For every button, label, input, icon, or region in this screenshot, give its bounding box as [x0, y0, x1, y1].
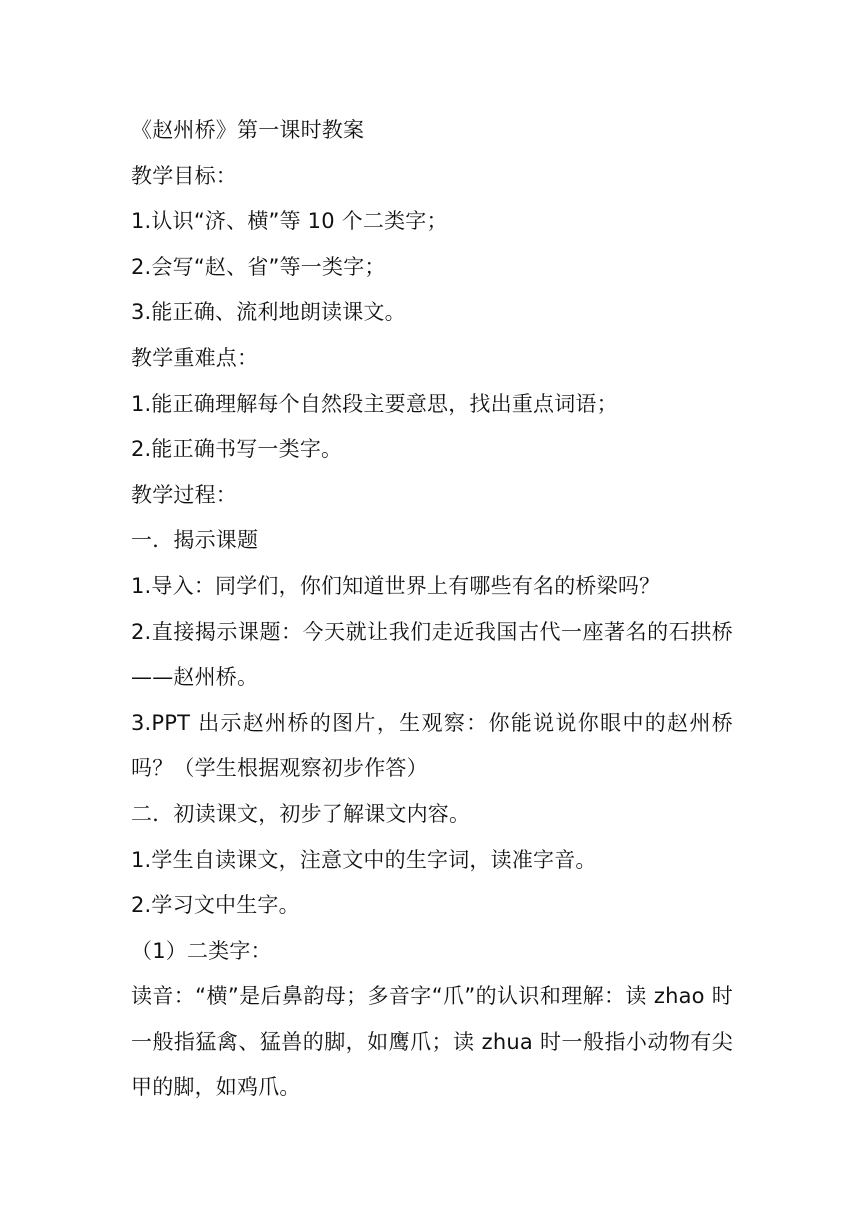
pronunciation-paragraph: 读音：“横”是后鼻韵母；多音字“爪”的认识和理解：读 zhao 时一般指猛禽、猛兽的脚，如鹰爪；读 zhua 时一般指小动物有尖甲的脚，如鸡爪。	[131, 984, 733, 1100]
process-item-1: 1.导入：同学们，你们知道世界上有哪些有名的桥梁吗？	[131, 573, 661, 598]
key-point-item-2: 2.能正确书写一类字。	[131, 437, 343, 462]
section-heading-1: 一．揭示课题	[131, 528, 259, 553]
heading-key-points: 教学重难点：	[131, 345, 259, 370]
goal-item-3: 3.能正确、流利地朗读课文。	[131, 300, 406, 325]
reading-item-1: 1.学生自读课文，注意文中的生字词，读准字音。	[131, 847, 597, 872]
reading-item-2: 2.学习文中生字。	[131, 893, 300, 918]
section-heading-2: 二．初读课文，初步了解课文内容。	[131, 801, 471, 826]
goal-item-2: 2.会写“赵、省”等一类字；	[131, 254, 386, 279]
goal-item-1: 1.认识“济、横”等 10 个二类字；	[131, 209, 448, 234]
heading-teaching-goals: 教学目标：	[131, 163, 237, 188]
heading-teaching-process: 教学过程：	[131, 482, 237, 507]
document-title: 《赵州桥》第一课时教案	[131, 118, 365, 142]
document-body	[131, 108, 733, 1111]
key-point-item-1: 1.能正确理解每个自然段主要意思，找出重点词语；	[131, 391, 618, 416]
process-item-2: 2.直接揭示课题：今天就让我们走近我国古代一座著名的石拱桥——赵州桥。	[131, 619, 733, 690]
subheading-second-class-chars: （1）二类字：	[131, 938, 272, 963]
process-item-3: 3.PPT 出示赵州桥的图片，生观察：你能说说你眼中的赵州桥吗？（学生根据观察初步作答）	[131, 710, 733, 781]
